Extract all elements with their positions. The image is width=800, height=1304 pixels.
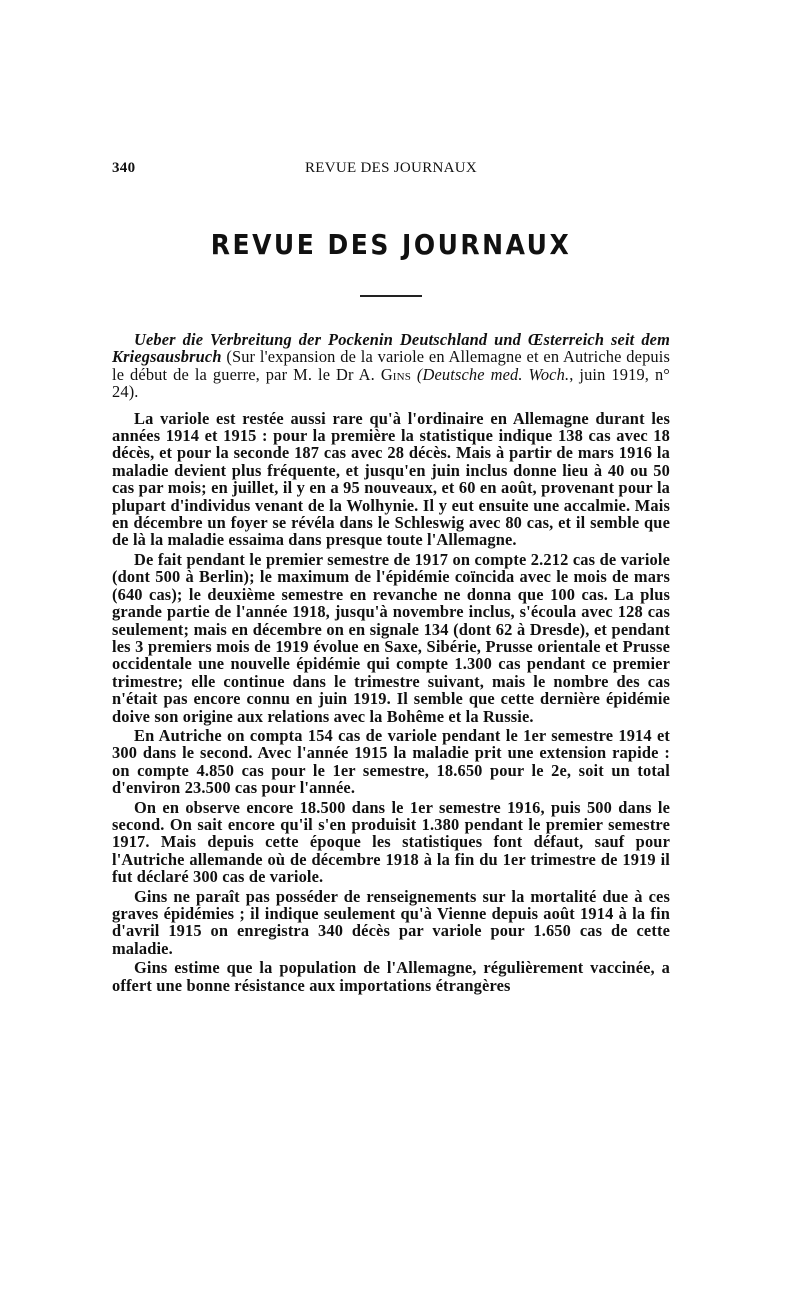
body-paragraph-1: La variole est restée aussi rare qu'à l'ordinaire en Allemagne durant les années 1914 et 1915 : pour la première la statistique indique 138 cas avec 18 décès, et pour la seconde 187 cas avec 28 décès. Mais à partir de mars 1916 la maladie devient plus fréquente, et jusqu'en juin inclus donne lieu à 40 ou 50 cas par mois; en juillet, il y en a 95 nouveaux, et 60 en août, provenant pour la plupart d'individus venant de la Wolhynie. Il y eut ensuite une accalmie. Mais en décembre un foyer se révéla dans le Schleswig avec 80 cas, et il semble que de là la maladie essaima dans presque toute l'Allemagne. — [112, 408, 670, 550]
body-paragraph-4: On en observe encore 18.500 dans le 1er semestre 1916, puis 500 dans le second. On sait encore qu'il s'en produisit 1.380 pendant le premier semestre 1917. Mais depuis cette époque les statistiques font défaut, sauf pour l'Autriche allemande où de décembre 1918 à la fin du 1er trimestre de 1919 il fut déclaré 300 cas de variole. — [112, 797, 670, 887]
running-header — [112, 150, 670, 180]
running-title: REVUE DES JOURNAUX — [304, 160, 478, 176]
article-heading — [112, 331, 670, 401]
page-number: 340 — [112, 160, 136, 176]
article-title: Ueber die Verbreitung der Pockenin Deutschland und Œsterreich seit dem Kriegsausbruch — [112, 330, 670, 367]
body-paragraph-6: Gins estime que la population de l'Allemagne, régulièrement vaccinée, a offert une bonne résistance aux importations étrangères — [112, 958, 670, 995]
author-name: Gins — [380, 364, 411, 384]
body-paragraph-3: En Autriche on compta 154 cas de variole pendant le 1er semestre 1914 et 300 dans le second. Avec l'année 1915 la maladie prit une extension rapide : on compte 4.850 cas pour le 1er semestre, 18.650 pour le 2e, soit un total d'environ 23.500 cas pour l'année. — [112, 725, 670, 798]
section-title: REVUE DES JOURNAUX — [210, 228, 572, 261]
journal-name: (Deutsche med. Woch. — [410, 364, 570, 384]
title-divider — [360, 295, 422, 297]
body-paragraph-5: Gins ne paraît pas posséder de renseignements sur la mortalité due à ces graves épidémies ; il indique seulement qu'à Vienne depuis août 1914 à la fin d'avril 1915 on enregistra 340 décès par variole pour 1.650 cas de cette maladie. — [112, 886, 670, 958]
citation-details: , juin 1919, n° 24). — [112, 364, 671, 402]
journal-page — [112, 150, 670, 994]
article-citation-text: (Sur l'expansion de la variole en Allemagne et en Autriche depuis le début de la guerre, par M. le Dr A. — [112, 347, 670, 384]
body-paragraph-2: De fait pendant le premier semestre de 1917 on compte 2.212 cas de variole (dont 500 à Berlin); le maximum de l'épidémie coïncida avec le mois de mars (640 cas); le deuxième semestre en revanche ne donna que 100 cas. La plus grande partie de l'année 1918, jusqu'à novembre inclus, s'écoula avec 128 cas seulement; mais en décembre on en signale 134 (dont 62 à Dresde), et pendant les 3 premiers mois de 1919 évolue en Saxe, Sibérie, Prusse orientale et Prusse occidentale une nouvelle épidémie qui compte 1.300 cas pendant ce premier trimestre; elle continue dans le trimestre suivant, mais le nombre des cas n'était pas encore connu en juin 1919. Il semble que cette dernière épidémie doive son origine aux relations avec la Bohême et la Russie. — [112, 549, 670, 726]
